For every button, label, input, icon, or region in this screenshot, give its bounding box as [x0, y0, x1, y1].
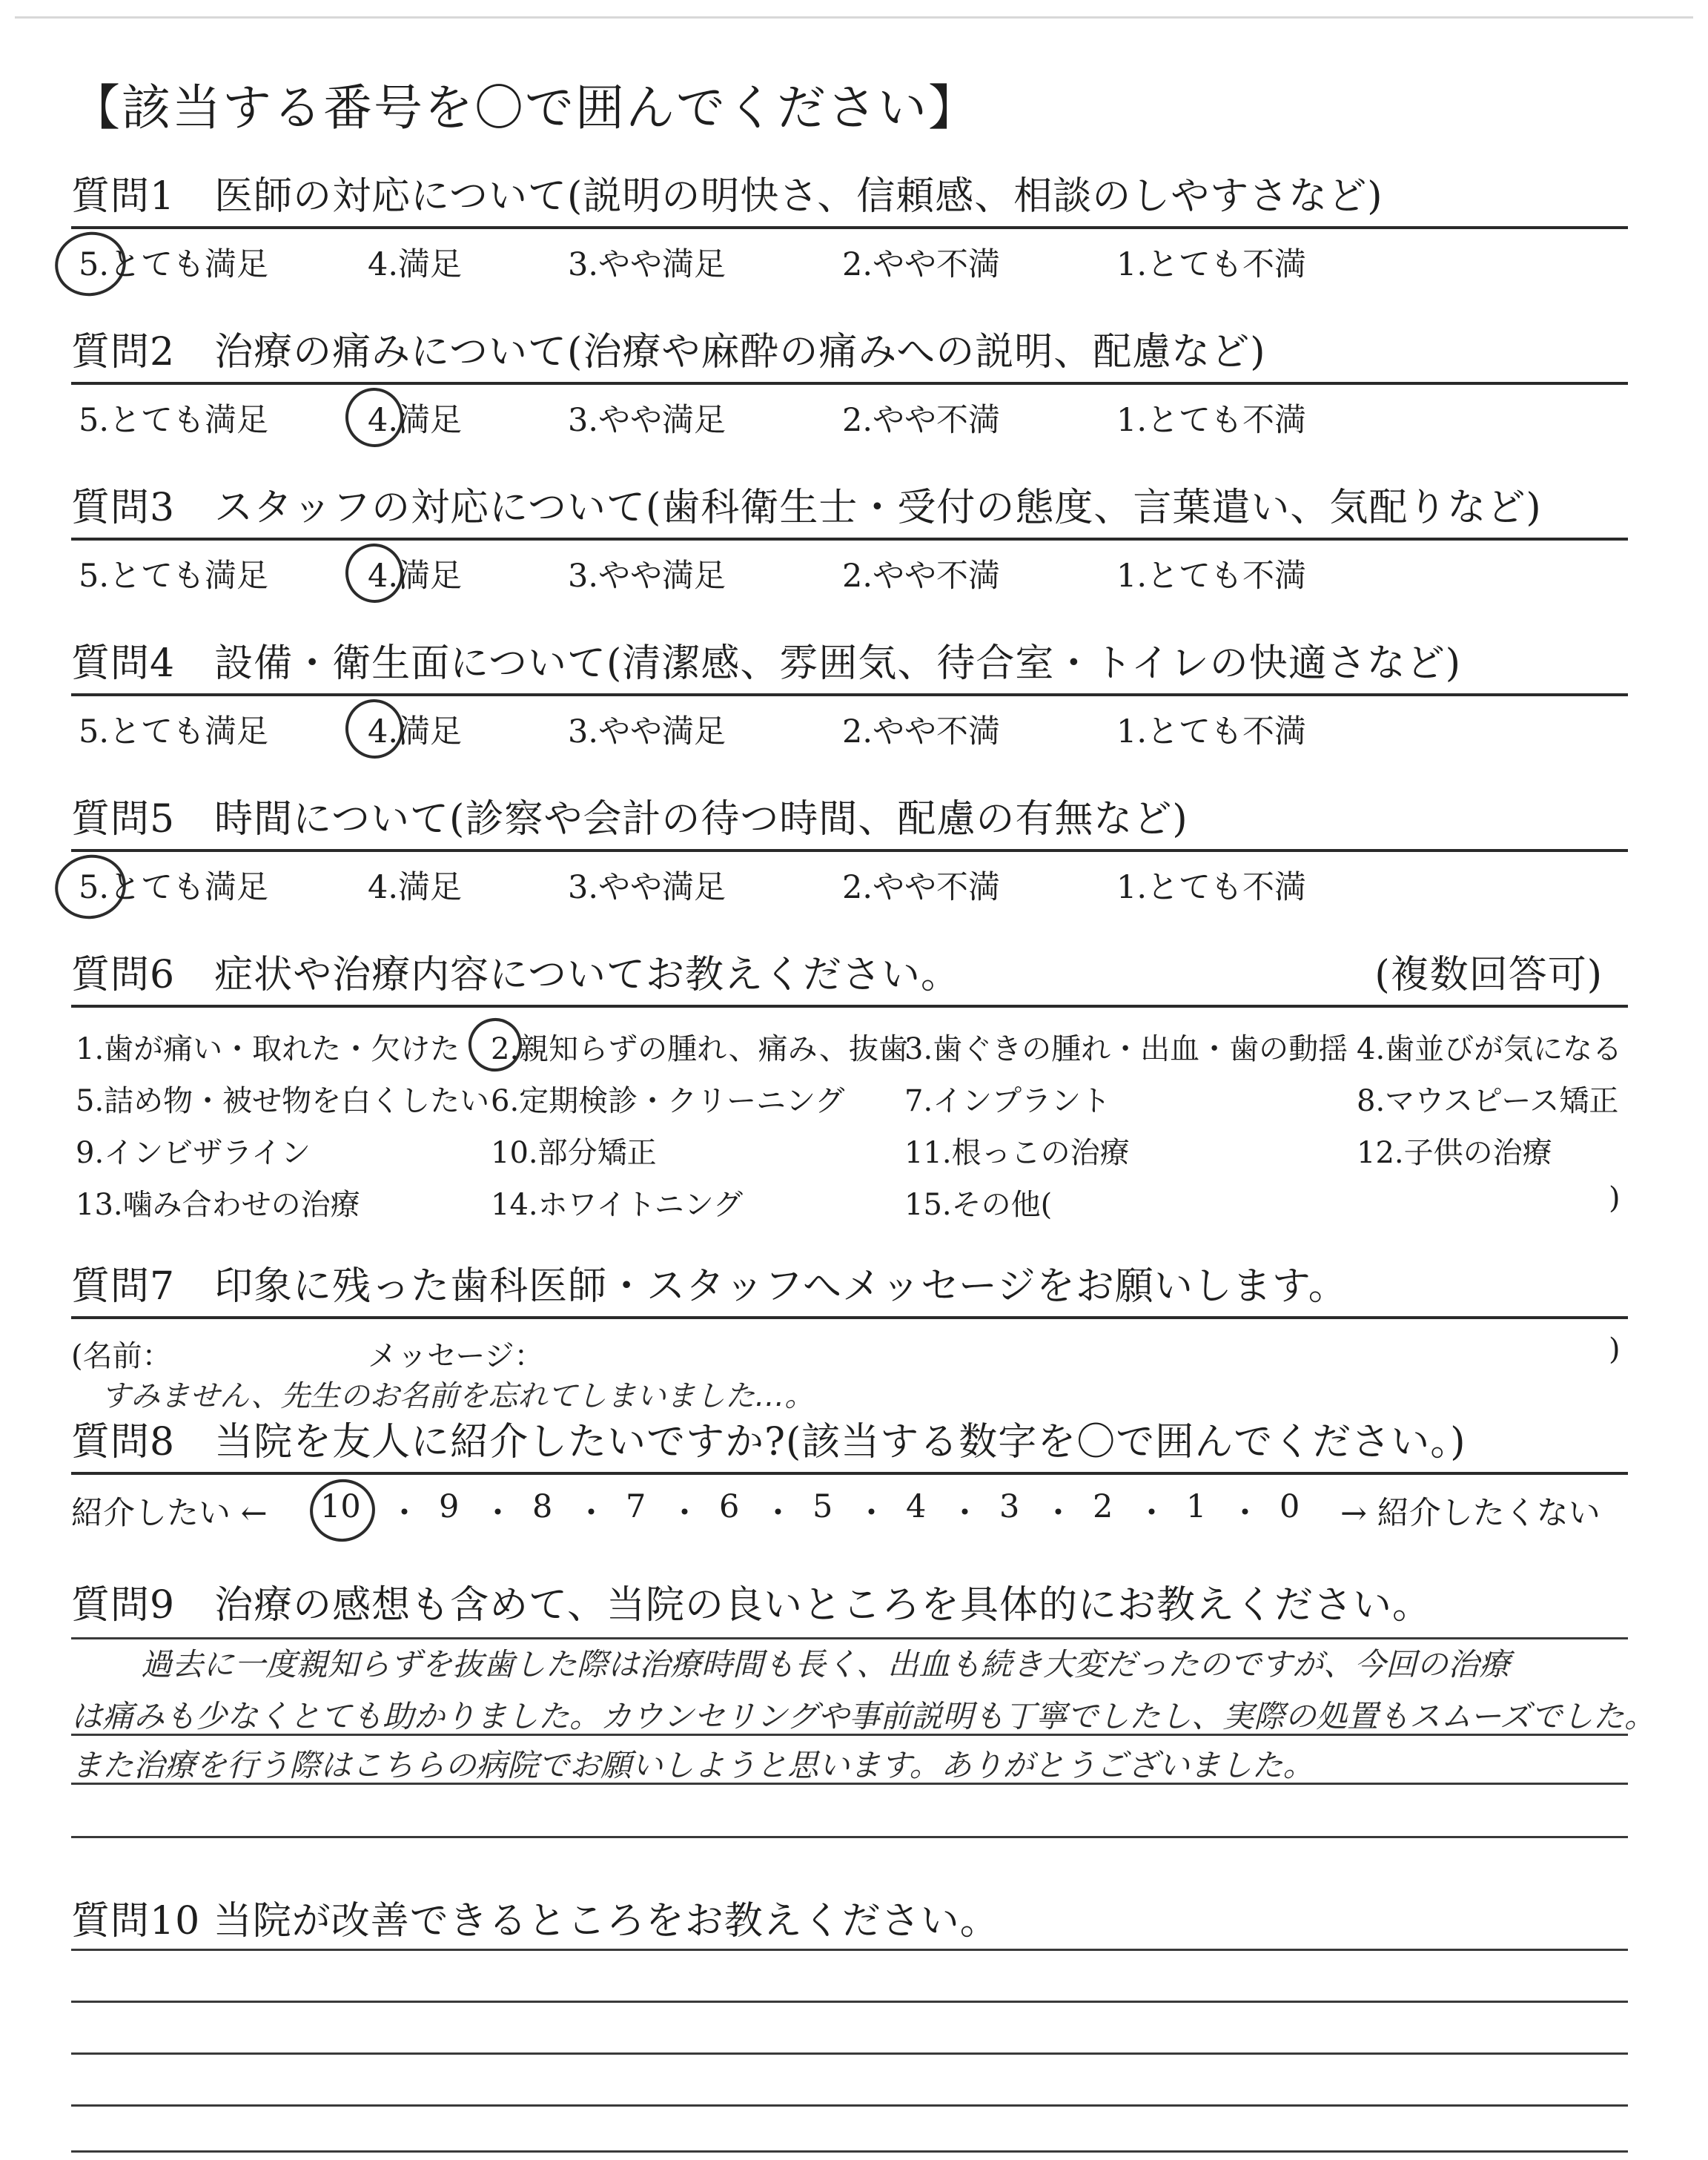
scale-dot: ・	[949, 1495, 981, 1532]
question-8-title: 質問8 当院を友人に紹介したいですか?(該当する数字を〇で囲んでください。)	[71, 1410, 1628, 1475]
scale-dot: ・	[388, 1495, 420, 1532]
option-5[interactable]: 5.とても満足	[79, 558, 269, 595]
scale-dot: ・	[762, 1495, 794, 1532]
scale-8[interactable]: 8	[532, 1488, 553, 1525]
scale-1[interactable]: 1	[1186, 1488, 1207, 1525]
name-label: (名前：	[71, 1339, 172, 1373]
option-5[interactable]: 5.とても満足	[79, 402, 269, 439]
scale-6[interactable]: 6	[719, 1488, 740, 1525]
handwritten-answer-line-2: は痛みも少なくとても助かりました。カウンセリングや事前説明も丁寧でしたし、実際の処置もスムーズでした。	[71, 1698, 1655, 1734]
question-2-title: 質問2 治療の痛みについて(治療や麻酔の痛みへの説明、配慮など)	[71, 320, 1628, 385]
symptom-option-10[interactable]: 10.部分矯正	[491, 1136, 657, 1170]
question-4	[71, 632, 1628, 750]
option-1[interactable]: 1.とても不満	[1116, 713, 1307, 750]
recommend-scale	[71, 1475, 1628, 1534]
question-5	[71, 787, 1628, 905]
handwritten-message: すみません、先生のお名前を忘れてしまいました…。	[101, 1379, 815, 1413]
scale-5[interactable]: 5	[812, 1488, 833, 1525]
option-1[interactable]: 1.とても不満	[1116, 246, 1307, 283]
option-5[interactable]: 5.とても満足	[79, 246, 269, 283]
symptom-option-4[interactable]: 4.歯並びが気になる	[1357, 1032, 1623, 1066]
option-4[interactable]: 4.満足	[368, 713, 463, 750]
question-4-options	[71, 696, 1628, 750]
handwritten-answer-line-3: また治療を行う際はこちらの病院でお願いしようと思います。ありがとうございました。	[71, 1747, 1314, 1783]
option-3[interactable]: 3.やや満足	[568, 246, 726, 283]
scale-7[interactable]: 7	[626, 1488, 646, 1525]
symptom-option-2[interactable]: 2.親知らずの腫れ、痛み、抜歯	[491, 1032, 908, 1066]
question-7	[71, 1255, 1628, 1416]
question-6-text: 質問6 症状や治療内容についてお教えください。	[71, 953, 961, 997]
answer-line	[71, 1836, 1628, 1838]
question-6-title	[71, 943, 1628, 1008]
symptom-option-11[interactable]: 11.根っこの治療	[904, 1136, 1130, 1170]
question-3	[71, 476, 1628, 594]
option-2[interactable]: 2.やや不満	[842, 558, 1001, 595]
question-10-title: 質問10 当院が改善できるところをお教えください。	[71, 1899, 999, 1943]
message-label: メッセージ：	[368, 1339, 544, 1373]
symptom-option-9[interactable]: 9.インビザライン	[76, 1136, 311, 1170]
scale-4[interactable]: 4	[906, 1488, 927, 1525]
symptom-option-3[interactable]: 3.歯ぐきの腫れ・出血・歯の動揺	[904, 1032, 1348, 1066]
scale-dot: ・	[1229, 1495, 1261, 1532]
option-3[interactable]: 3.やや満足	[568, 713, 726, 750]
option-2[interactable]: 2.やや不満	[842, 713, 1001, 750]
answer-line	[71, 1949, 1628, 1951]
scale-right-label: → 紹介したくない	[1340, 1495, 1601, 1532]
other-close-paren: )	[1609, 1181, 1621, 1215]
symptom-option-7[interactable]: 7.インプラント	[904, 1084, 1111, 1118]
question-7-title: 質問7 印象に残った歯科医師・スタッフへメッセージをお願いします。	[71, 1255, 1628, 1319]
question-3-title: 質問3 スタッフの対応について(歯科衛生士・受付の態度、言葉遣い、気配りなど)	[71, 476, 1628, 541]
symptom-option-14[interactable]: 14.ホワイトニング	[491, 1188, 744, 1222]
message-area	[71, 1319, 1628, 1416]
question-10	[71, 1889, 1628, 1951]
scale-dot: ・	[1136, 1495, 1168, 1532]
option-5[interactable]: 5.とても満足	[79, 869, 269, 906]
question-8	[71, 1410, 1628, 1534]
question-2-options	[71, 385, 1628, 438]
symptom-option-15[interactable]: 15.その他(	[904, 1188, 1053, 1222]
message-close-paren: )	[1609, 1332, 1621, 1367]
question-5-options	[71, 852, 1628, 905]
option-5[interactable]: 5.とても満足	[79, 713, 269, 750]
question-1-title: 質問1 医師の対応について(説明の明快さ、信頼感、相談のしやすさなど)	[71, 165, 1628, 229]
scale-dot: ・	[575, 1495, 607, 1532]
scale-0[interactable]: 0	[1280, 1488, 1300, 1525]
answer-line	[71, 2150, 1628, 2153]
answer-line	[71, 2052, 1628, 2055]
option-1[interactable]: 1.とても不満	[1116, 402, 1307, 439]
option-2[interactable]: 2.やや不満	[842, 869, 1001, 906]
scale-left-label: 紹介したい ←	[71, 1495, 268, 1532]
question-9	[71, 1573, 1628, 1635]
question-1-options	[71, 229, 1628, 283]
symptom-option-1[interactable]: 1.歯が痛い・取れた・欠けた	[76, 1032, 460, 1066]
answer-line	[71, 1637, 1628, 1639]
question-3-options	[71, 541, 1628, 594]
scale-dot: ・	[669, 1495, 701, 1532]
form-heading: 【該当する番号を〇で囲んでください】	[71, 79, 979, 136]
symptom-option-12[interactable]: 12.子供の治療	[1357, 1136, 1552, 1170]
option-3[interactable]: 3.やや満足	[568, 558, 726, 595]
option-1[interactable]: 1.とても不満	[1116, 869, 1307, 906]
option-4[interactable]: 4.満足	[368, 558, 463, 595]
symptom-options	[71, 1008, 1628, 1223]
symptom-option-8[interactable]: 8.マウスピース矯正	[1357, 1084, 1619, 1118]
symptom-option-5[interactable]: 5.詰め物・被せ物を白くしたい	[76, 1084, 490, 1118]
question-1	[71, 165, 1628, 283]
symptom-option-13[interactable]: 13.噛み合わせの治療	[76, 1188, 360, 1222]
multiple-answers-note: (複数回答可)	[1374, 953, 1603, 997]
scale-2[interactable]: 2	[1093, 1488, 1113, 1525]
option-4[interactable]: 4.満足	[368, 869, 463, 906]
top-rule	[15, 16, 1693, 19]
option-3[interactable]: 3.やや満足	[568, 402, 726, 439]
question-6	[71, 943, 1628, 1223]
scale-3[interactable]: 3	[999, 1488, 1020, 1525]
handwritten-answer-line-1: 過去に一度親知らずを抜歯した際は治療時間も長く、出血も続き大変だったのですが、今回の治療	[141, 1646, 1511, 1682]
scale-dot: ・	[855, 1495, 887, 1532]
option-2[interactable]: 2.やや不満	[842, 246, 1001, 283]
scale-dot: ・	[482, 1495, 514, 1532]
question-2	[71, 320, 1628, 438]
question-4-title: 質問4 設備・衛生面について(清潔感、雰囲気、待合室・トイレの快適さなど)	[71, 632, 1628, 696]
answer-line	[71, 2104, 1628, 2107]
option-4[interactable]: 4.満足	[368, 402, 463, 439]
option-2[interactable]: 2.やや不満	[842, 402, 1001, 439]
question-9-title: 質問9 治療の感想も含めて、当院の良いところを具体的にお教えください。	[71, 1583, 1432, 1628]
answer-line	[71, 2001, 1628, 2003]
scale-9[interactable]: 9	[439, 1488, 460, 1525]
option-3[interactable]: 3.やや満足	[568, 869, 726, 906]
scale-dot: ・	[1042, 1495, 1074, 1532]
option-1[interactable]: 1.とても不満	[1116, 558, 1307, 595]
scale-10[interactable]: 10	[320, 1488, 361, 1525]
symptom-option-6[interactable]: 6.定期検診・クリーニング	[491, 1084, 845, 1118]
question-5-title: 質問5 時間について(診察や会計の待つ時間、配慮の有無など)	[71, 787, 1628, 852]
option-4[interactable]: 4.満足	[368, 246, 463, 283]
